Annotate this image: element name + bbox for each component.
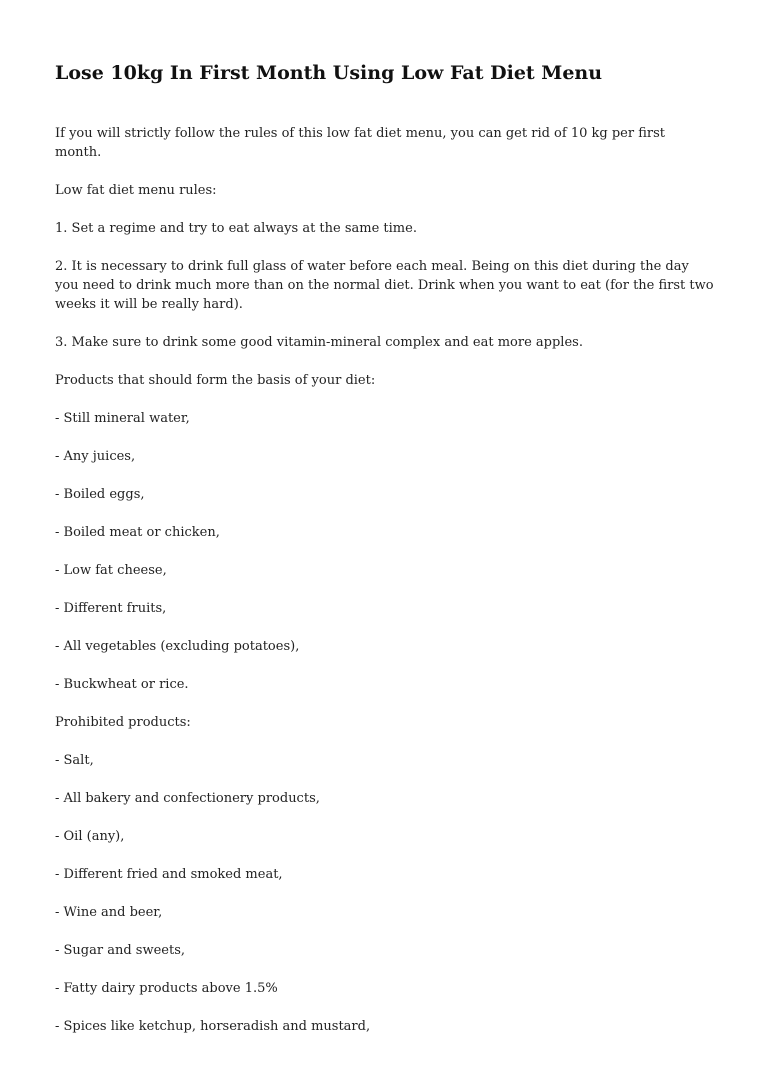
rule-item: 1. Set a regime and try to eat always at the same time. (55, 221, 417, 236)
list-item: - Low fat cheese, (55, 563, 167, 578)
list-item: - Different fried and smoked meat, (55, 867, 283, 882)
list-item: - Buckwheat or rice. (55, 677, 189, 692)
list-item: - Wine and beer, (55, 905, 163, 920)
prohibited-list (55, 751, 715, 1036)
document-title: Lose 10kg In First Month Using Low Fat Diet Menu (55, 62, 603, 84)
document-page (55, 58, 715, 1055)
list-item: - All bakery and confectionery products, (55, 791, 320, 806)
intro-paragraph: If you will strictly follow the rules of this low fat diet menu, you can get rid of 10 kg per first month. (55, 126, 665, 160)
products-heading: Products that should form the basis of your diet: (55, 373, 376, 388)
list-item: - Spices like ketchup, horseradish and mustard, (55, 1019, 371, 1034)
list-item: - Different fruits, (55, 601, 167, 616)
prohibited-heading: Prohibited products: (55, 715, 191, 730)
list-item: - All vegetables (excluding potatoes), (55, 639, 300, 654)
list-item: - Sugar and sweets, (55, 943, 186, 958)
list-item: - Fatty dairy products above 1.5% (55, 981, 278, 996)
list-item: - Boiled meat or chicken, (55, 525, 220, 540)
rule-item: 3. Make sure to drink some good vitamin-mineral complex and eat more apples. (55, 335, 583, 350)
rule-item: 2. It is necessary to drink full glass of water before each meal. Being on this diet during the day you need to drink much more than on the normal diet. Drink when you want to eat (for the first two weeks it will be really hard). (55, 259, 714, 312)
list-item: - Any juices, (55, 449, 136, 464)
list-item: - Boiled eggs, (55, 487, 145, 502)
list-item: - Salt, (55, 753, 94, 768)
list-item: - Still mineral water, (55, 411, 190, 426)
products-list (55, 409, 715, 694)
rules-heading: Low fat diet menu rules: (55, 183, 217, 198)
list-item: - Oil (any), (55, 829, 125, 844)
